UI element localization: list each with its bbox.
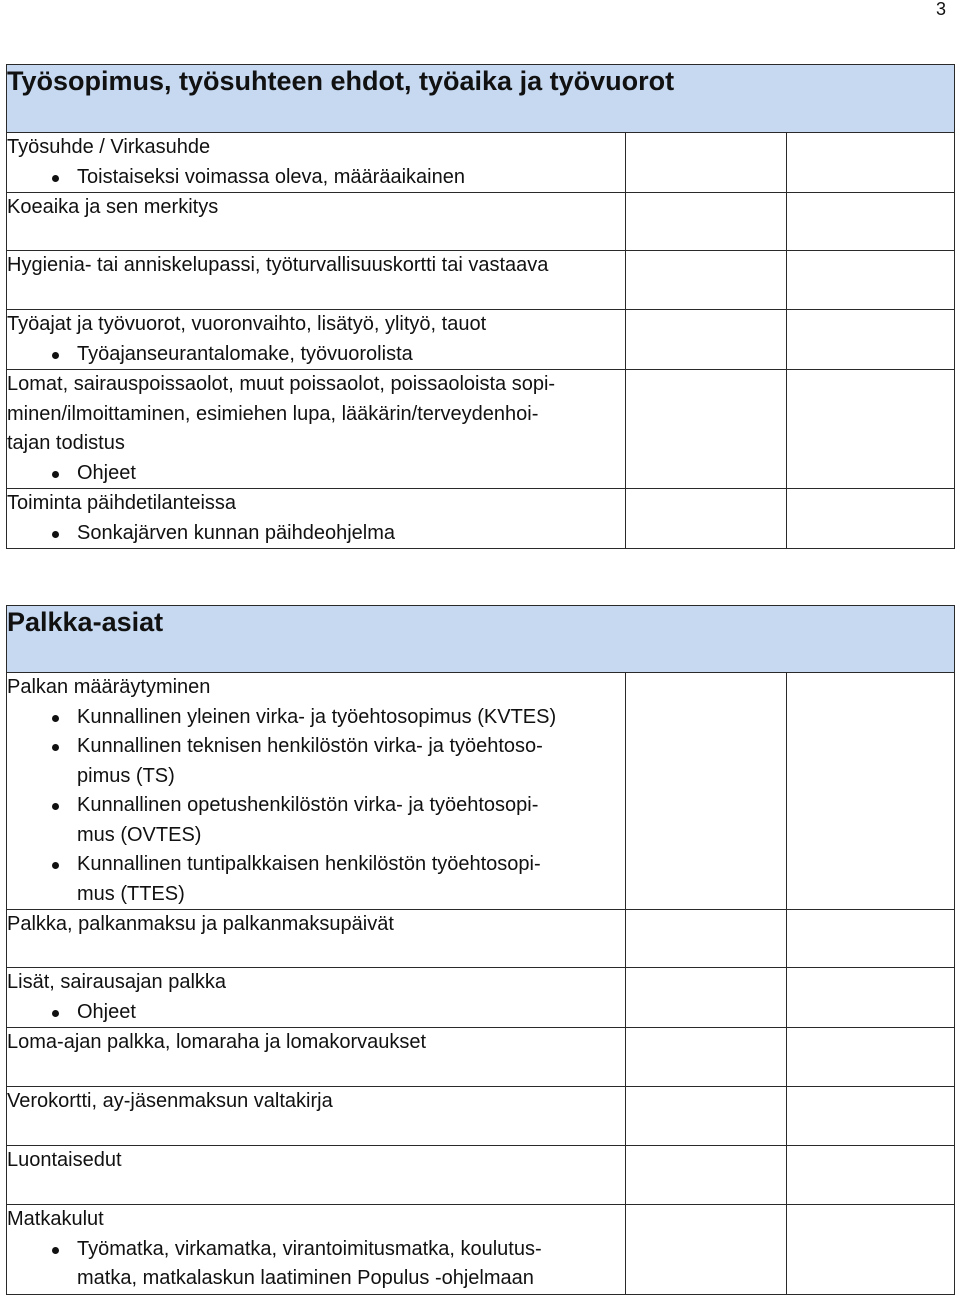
row-label: Loma-ajan palkka, lomaraha ja lomakorvaukset	[7, 1031, 427, 1053]
check-cell[interactable]	[787, 489, 955, 549]
table-row	[7, 1205, 955, 1295]
check-cell[interactable]	[626, 133, 787, 193]
section-employment-table	[6, 64, 955, 549]
bullet-continuation: mus (OVTES)	[77, 823, 202, 846]
bullet-item: Kunnallinen yleinen virka- ja työehtosopimus (KVTES)	[7, 703, 625, 733]
table-row	[7, 251, 955, 310]
check-cell[interactable]	[787, 1028, 955, 1087]
bullet-continuation: mus (TTES)	[77, 882, 185, 905]
table-row	[7, 310, 955, 370]
check-cell[interactable]	[787, 370, 955, 489]
table-row	[7, 673, 955, 910]
row-label: Lisät, sairausajan palkka	[7, 971, 227, 993]
bullet-item: Kunnallinen opetushenkilöstön virka- ja työehtosopi-	[7, 791, 625, 821]
check-cell[interactable]	[626, 370, 787, 489]
bullet-item: Työmatka, virkamatka, virantoimitusmatka, koulutus-	[7, 1235, 625, 1265]
bullet-item: Sonkajärven kunnan päihdeohjelma	[7, 519, 625, 549]
bullet-item: Ohjeet	[7, 459, 625, 489]
check-cell[interactable]	[787, 193, 955, 251]
row-label: Työajat ja työvuorot, vuoronvaihto, lisätyö, ylityö, tauot	[7, 313, 487, 335]
section-title: Palkka-asiat	[7, 606, 955, 673]
bullet-item: Ohjeet	[7, 998, 625, 1028]
bullet-item: Kunnallinen teknisen henkilöstön virka- ja työehtoso-	[7, 732, 625, 762]
check-cell[interactable]	[626, 489, 787, 549]
row-label: minen/ilmoittaminen, esimiehen lupa, lääkärin/terveydenhoi-	[7, 402, 539, 425]
bullet-item: Työajanseurantalomake, työvuorolista	[7, 340, 625, 370]
section-salary-table	[6, 605, 955, 1295]
table-row	[7, 193, 955, 251]
check-cell[interactable]	[787, 1205, 955, 1295]
check-cell[interactable]	[787, 1146, 955, 1205]
check-cell[interactable]	[787, 1087, 955, 1146]
table-row	[7, 1087, 955, 1146]
table-row	[7, 968, 955, 1028]
bullet-item: Toistaiseksi voimassa oleva, määräaikainen	[7, 163, 625, 193]
row-label: Toiminta päihdetilanteissa	[7, 492, 237, 514]
bullet-continuation: pimus (TS)	[77, 764, 175, 787]
row-label: Verokortti, ay-jäsenmaksun valtakirja	[7, 1090, 333, 1112]
check-cell[interactable]	[626, 1146, 787, 1205]
row-label: Luontaisedut	[7, 1149, 122, 1171]
check-cell[interactable]	[626, 910, 787, 968]
check-cell[interactable]	[787, 251, 955, 310]
table-row	[7, 489, 955, 549]
check-cell[interactable]	[626, 968, 787, 1028]
check-cell[interactable]	[626, 193, 787, 251]
bullet-item: Kunnallinen tuntipalkkaisen henkilöstön työehtosopi-	[7, 850, 625, 880]
check-cell[interactable]	[787, 133, 955, 193]
row-label: Lomat, sairauspoissaolot, muut poissaolot, poissaoloista sopi-	[7, 373, 556, 395]
check-cell[interactable]	[626, 251, 787, 310]
row-label: Työsuhde / Virkasuhde	[7, 136, 211, 158]
row-label: Palkka, palkanmaksu ja palkanmaksupäivät	[7, 913, 394, 935]
row-label: Matkakulut	[7, 1208, 104, 1230]
table-row	[7, 1028, 955, 1087]
bullet-continuation: matka, matkalaskun laatiminen Populus -ohjelmaan	[77, 1267, 534, 1289]
check-cell[interactable]	[626, 673, 787, 910]
row-label: Koeaika ja sen merkitys	[7, 196, 219, 218]
row-label: tajan todistus	[7, 432, 125, 454]
check-cell[interactable]	[626, 1028, 787, 1087]
page-number: 3	[935, 0, 946, 19]
check-cell[interactable]	[787, 310, 955, 370]
check-cell[interactable]	[787, 910, 955, 968]
table-row	[7, 370, 955, 489]
table-row	[7, 910, 955, 968]
row-label: Palkan määräytyminen	[7, 676, 211, 698]
row-label: Hygienia- tai anniskelupassi, työturvallisuuskortti tai vastaava	[7, 254, 549, 276]
table-row	[7, 1146, 955, 1205]
check-cell[interactable]	[626, 1205, 787, 1295]
check-cell[interactable]	[626, 310, 787, 370]
check-cell[interactable]	[787, 968, 955, 1028]
table-row	[7, 133, 955, 193]
section-title: Työsopimus, työsuhteen ehdot, työaika ja työvuorot	[7, 65, 955, 133]
check-cell[interactable]	[626, 1087, 787, 1146]
check-cell[interactable]	[787, 673, 955, 910]
